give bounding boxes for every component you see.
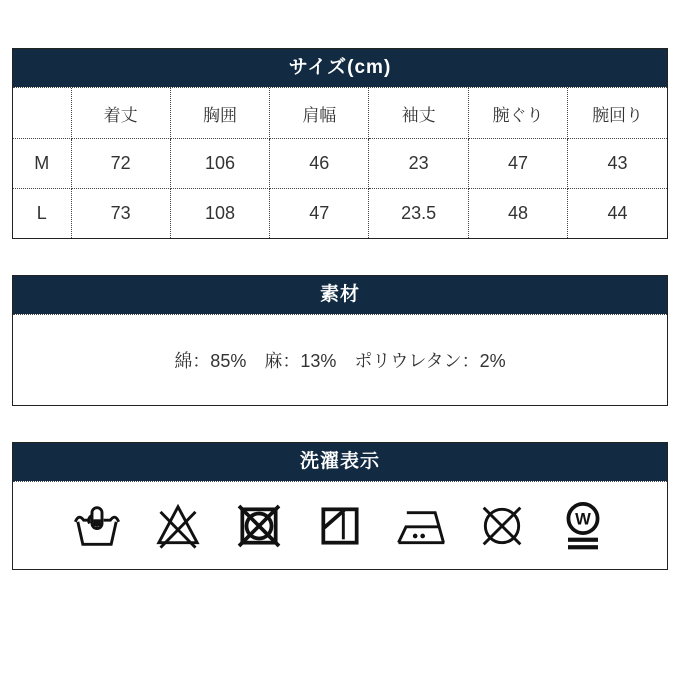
measure-cell: 43: [568, 139, 667, 189]
size-table-body: [13, 87, 667, 238]
iron-two-dots-icon: [396, 497, 446, 555]
size-table: [13, 88, 667, 238]
measure-cell: 47: [468, 139, 567, 189]
size-label: M: [13, 139, 71, 189]
material-section-title: 素材: [13, 276, 667, 314]
shade-line-dry-icon: [315, 497, 365, 555]
no-bleach-icon: [153, 497, 203, 555]
table-row: [13, 189, 667, 239]
measure-cell: 47: [270, 189, 369, 239]
care-icons-row: [13, 482, 667, 569]
no-tumble-dry-icon: [234, 497, 284, 555]
measure-cell: 44: [568, 189, 667, 239]
corner-cell: [13, 88, 71, 139]
care-section-title: 洗濯表示: [13, 443, 667, 481]
column-header: 着丈: [71, 88, 170, 139]
column-header: 腕回り: [568, 88, 667, 139]
care-section: [12, 442, 668, 570]
measure-cell: 23.5: [369, 189, 468, 239]
measure-cell: 46: [270, 139, 369, 189]
measure-cell: 73: [71, 189, 170, 239]
measure-cell: 72: [71, 139, 170, 189]
measure-cell: 48: [468, 189, 567, 239]
no-dry-clean-icon: [477, 497, 527, 555]
wet-clean-two-bars-icon: [558, 497, 608, 555]
column-header: 肩幅: [270, 88, 369, 139]
size-section: [12, 48, 668, 239]
column-header: 袖丈: [369, 88, 468, 139]
measure-cell: 106: [170, 139, 269, 189]
measure-cell: 23: [369, 139, 468, 189]
material-composition-text: 綿：85% 麻：13% ポリウレタン：2%: [174, 351, 506, 371]
size-section-title: サイズ(cm): [13, 49, 667, 87]
size-label: L: [13, 189, 71, 239]
column-header: 胸囲: [170, 88, 269, 139]
measure-cell: 108: [170, 189, 269, 239]
column-header: 腕ぐり: [468, 88, 567, 139]
material-section: [12, 275, 668, 406]
size-table-header-row: [13, 88, 667, 139]
hand-wash-icon: [72, 497, 122, 555]
wet-clean-letter: W: [575, 509, 591, 529]
table-row: [13, 139, 667, 189]
